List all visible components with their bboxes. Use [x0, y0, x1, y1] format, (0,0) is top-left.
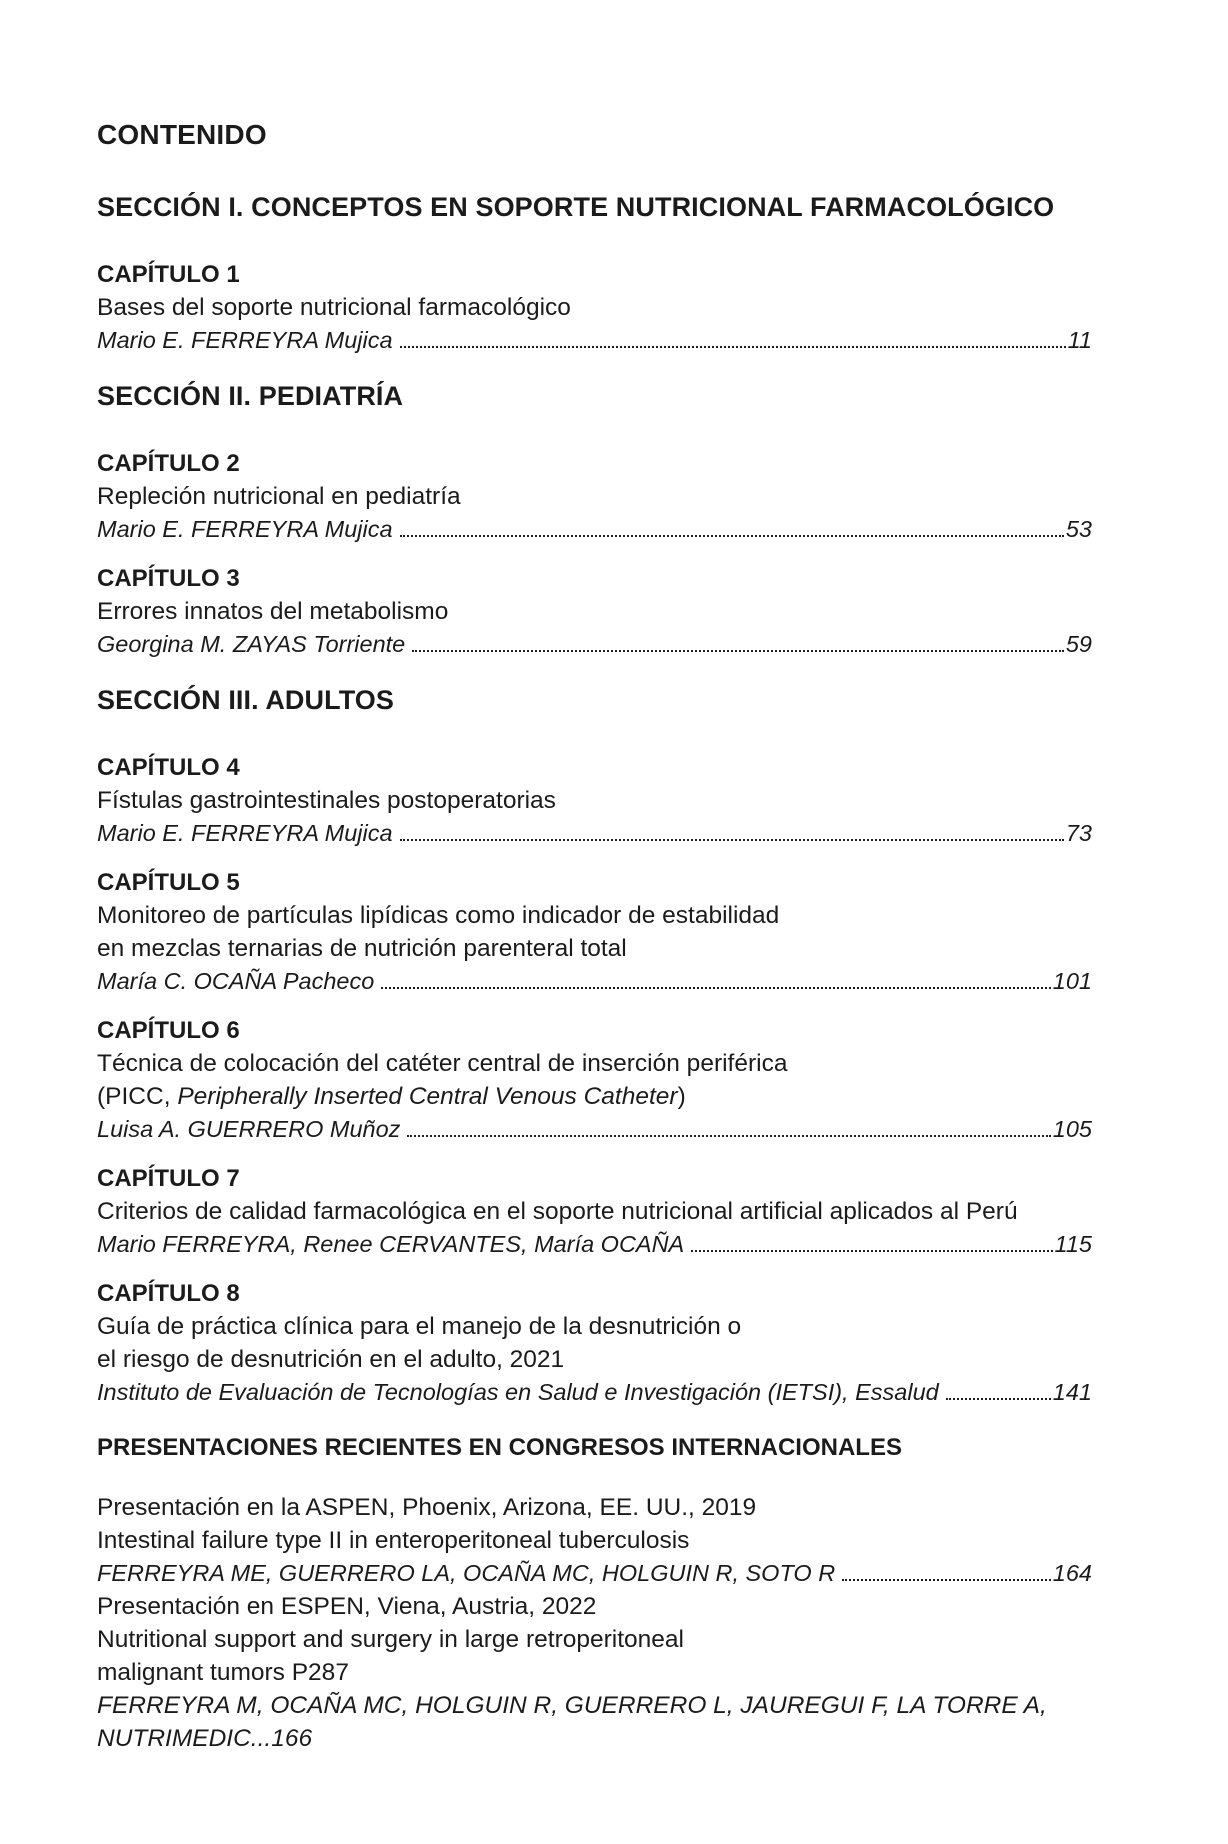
presentation-line: Presentación en ESPEN, Viena, Austria, 2022: [97, 1593, 597, 1620]
chapter-label: CAPÍTULO 4: [97, 754, 240, 781]
dot-leader: [412, 650, 1064, 652]
chapter-page-number: 141: [1052, 1379, 1092, 1405]
chapter-title: Técnica de colocación del catéter central de inserción periférica: [97, 1050, 788, 1077]
chapter-entry-7: [97, 1162, 1092, 1261]
chapter-title: Fístulas gastrointestinales postoperatorias: [97, 787, 556, 814]
picc-italic-title: Peripherally Inserted Central Venous Catheter: [177, 1083, 678, 1110]
chapter-title: Guía de práctica clínica para el manejo de la desnutrición o: [97, 1313, 742, 1340]
dot-leader: [381, 987, 1050, 989]
presentation-line: malignant tumors P287: [97, 1659, 349, 1686]
chapter-label: CAPÍTULO 1: [97, 261, 240, 288]
chapter-label: CAPÍTULO 3: [97, 565, 240, 592]
chapter-author-row: [97, 1113, 1092, 1146]
chapter-page-number: 53: [1065, 516, 1092, 542]
toc-page: [97, 118, 1092, 1755]
chapter-author-row: [97, 1228, 1092, 1261]
dot-leader: [946, 1398, 1051, 1400]
chapter-authors: Mario E. FERREYRA Mujica: [97, 327, 393, 353]
presentation-line: Nutritional support and surgery in large retroperitoneal: [97, 1626, 684, 1653]
chapter-label: CAPÍTULO 8: [97, 1280, 240, 1307]
chapter-title: Criterios de calidad farmacológica en el soporte nutricional artificial aplicados al Perú: [97, 1198, 1018, 1225]
presentation-page-number: 164: [1052, 1560, 1092, 1586]
presentation-line: Intestinal failure type II in enteroperitoneal tuberculosis: [97, 1527, 690, 1554]
chapter-page-number: 11: [1067, 327, 1092, 353]
presentations-heading: PRESENTACIONES RECIENTES EN CONGRESOS INTERNACIONALES: [97, 1434, 902, 1461]
chapter-entry-3: [97, 562, 1092, 661]
chapter-title-line-2: en mezclas ternarias de nutrición parenteral total: [97, 935, 627, 962]
dot-leader: [842, 1579, 1051, 1581]
chapter-authors: Luisa A. GUERRERO Muñoz: [97, 1116, 401, 1142]
page-title: CONTENIDO: [97, 119, 267, 150]
chapter-authors: María C. OCAÑA Pacheco: [97, 968, 375, 994]
chapter-author-row: [97, 965, 1092, 998]
chapter-entry-2: [97, 447, 1092, 546]
presentation-authors: FERREYRA ME, GUERRERO LA, OCAÑA MC, HOLGUIN R, SOTO R: [97, 1560, 836, 1586]
chapter-page-number: 73: [1065, 820, 1092, 846]
chapter-title: Errores innatos del metabolismo: [97, 598, 449, 625]
chapter-page-number: 115: [1054, 1231, 1092, 1257]
chapter-label: CAPÍTULO 2: [97, 450, 240, 477]
picc-suffix: ): [677, 1083, 686, 1110]
chapter-title-line-2: [97, 1080, 1092, 1113]
chapter-authors: Mario E. FERREYRA Mujica: [97, 516, 393, 542]
picc-prefix: (PICC,: [97, 1083, 178, 1110]
chapter-page-number: 59: [1065, 631, 1092, 657]
chapter-page-number: 101: [1052, 968, 1092, 994]
chapter-entry-4: [97, 751, 1092, 850]
chapter-entry-8: [97, 1277, 1092, 1409]
chapter-label: CAPÍTULO 6: [97, 1017, 240, 1044]
chapter-author-row: [97, 1376, 1092, 1409]
chapter-authors: Mario E. FERREYRA Mujica: [97, 820, 393, 846]
chapter-page-number: 105: [1052, 1116, 1092, 1142]
section-heading-3: SECCIÓN III. ADULTOS: [97, 685, 395, 715]
presentation-authors-inline-page: FERREYRA M, OCAÑA MC, HOLGUIN R, GUERRERO L, JAUREGUI F, LA TORRE A, NUTRIMEDIC...166: [97, 1692, 1047, 1752]
chapter-title: Monitoreo de partículas lipídicas como indicador de estabilidad: [97, 902, 780, 929]
presentation-entry-1: [97, 1491, 1092, 1590]
chapter-authors: Instituto de Evaluación de Tecnologías en Salud e Investigación (IETSI), Essalud: [97, 1379, 939, 1405]
dot-leader: [400, 839, 1064, 841]
presentation-author-row: [97, 1557, 1092, 1590]
chapter-author-row: [97, 324, 1092, 357]
chapter-authors: Georgina M. ZAYAS Torriente: [97, 631, 406, 657]
chapter-authors: Mario FERREYRA, Renee CERVANTES, María OCAÑA: [97, 1231, 685, 1257]
chapter-entry-1: [97, 258, 1092, 357]
chapter-label: CAPÍTULO 5: [97, 869, 240, 896]
dot-leader: [407, 1135, 1050, 1137]
chapter-title: Repleción nutricional en pediatría: [97, 483, 461, 510]
chapter-author-row: [97, 817, 1092, 850]
presentation-line: Presentación en la ASPEN, Phoenix, Arizona, EE. UU., 2019: [97, 1494, 757, 1521]
chapter-author-row: [97, 513, 1092, 546]
chapter-title-line-2: el riesgo de desnutrición en el adulto, 2021: [97, 1346, 565, 1373]
presentation-entry-2: [97, 1590, 1092, 1755]
chapter-author-row: [97, 628, 1092, 661]
chapter-title: Bases del soporte nutricional farmacológico: [97, 294, 571, 321]
dot-leader: [400, 346, 1066, 348]
dot-leader: [400, 535, 1064, 537]
section-heading-2: SECCIÓN II. PEDIATRÍA: [97, 381, 404, 411]
dot-leader: [691, 1250, 1052, 1252]
chapter-label: CAPÍTULO 7: [97, 1165, 240, 1192]
chapter-entry-5: [97, 866, 1092, 998]
chapter-entry-6: [97, 1014, 1092, 1146]
section-heading-1: SECCIÓN I. CONCEPTOS EN SOPORTE NUTRICIONAL FARMACOLÓGICO: [97, 192, 1055, 222]
